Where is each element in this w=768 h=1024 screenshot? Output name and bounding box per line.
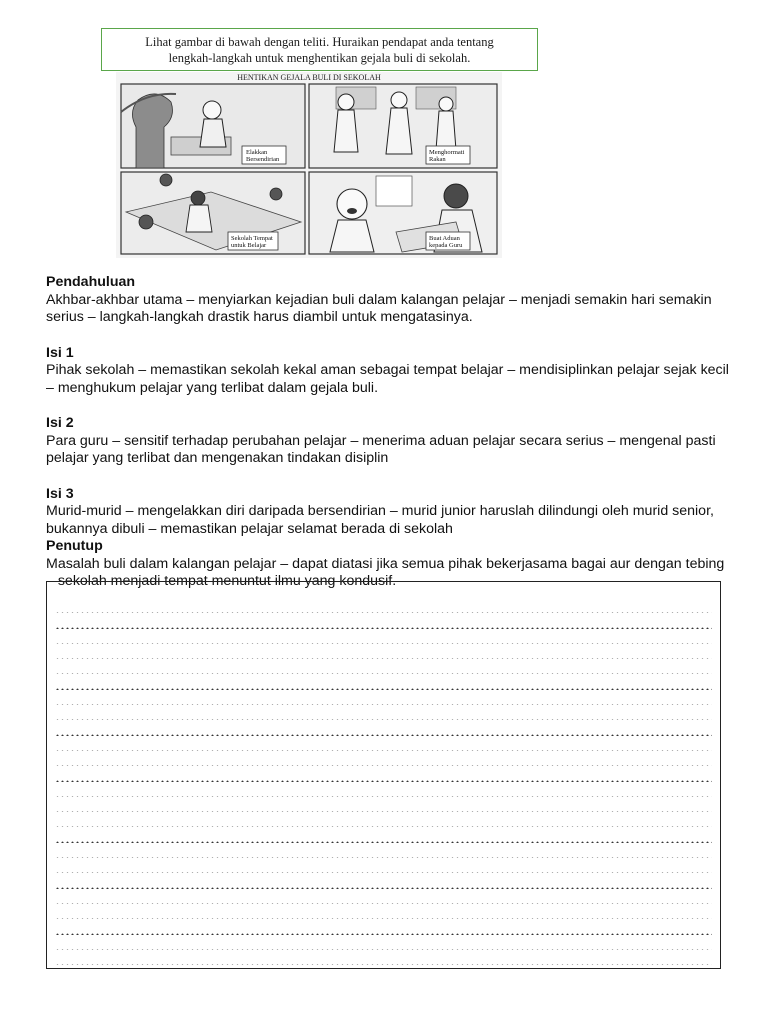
- panel-1-caption-line-1: Elakkan: [246, 149, 268, 156]
- comic-title: HENTIKAN GEJALA BULI DI SEKOLAH: [237, 73, 381, 82]
- section-isi-3: [46, 486, 736, 539]
- section-pendahuluan: [46, 274, 736, 327]
- spacer: [46, 468, 736, 486]
- instruction-line-1: Lihat gambar di bawah dengan teliti. Huraikan pendapat anda tentang: [145, 35, 494, 49]
- instruction-box: [101, 28, 538, 71]
- panel-2-caption-line-1: Menghormati: [429, 149, 465, 156]
- panel-1-caption-line-2: Bersendirian: [246, 156, 280, 163]
- section-heading: Isi 1: [46, 344, 74, 361]
- section-text: Murid-murid – mengelakkan diri daripada bersendirian – murid junior haruslah dilindungi oleh murid senior, bukannya dibuli – memastikan pelajar selamat berada di sekolah: [46, 503, 714, 537]
- section-text: Para guru – sensitif terhadap perubahan pelajar – menerima aduan pelajar secara serius – mengenal pasti pelajar yang terlibat dan mengenakan tindakan disiplin: [46, 432, 716, 466]
- panel-4-caption-line-2: kepada Guru: [429, 242, 463, 249]
- comic-svg: [116, 72, 502, 258]
- panel-4-caption-line-1: Buat Aduan: [429, 235, 460, 242]
- spacer: [46, 327, 736, 345]
- spacer: [46, 397, 736, 415]
- panel-3-caption-line-2: untuk Belajar: [231, 242, 267, 249]
- section-heading: Isi 3: [46, 485, 74, 502]
- dotted-answer-line: [55, 659, 712, 674]
- answer-writing-box[interactable]: [46, 581, 721, 969]
- dotted-answer-line: [55, 950, 712, 965]
- dotted-answer-line: [55, 797, 712, 812]
- comic-panel-4: [309, 172, 497, 254]
- section-heading: Penutup: [46, 538, 103, 554]
- dotted-answer-line: [55, 629, 712, 644]
- dotted-answer-line: [55, 705, 712, 720]
- comic-illustration: [116, 72, 502, 258]
- dotted-answer-line: [55, 720, 712, 735]
- dotted-answer-line: [55, 766, 712, 781]
- essay-notes: [46, 274, 736, 591]
- section-heading: Pendahuluan: [46, 274, 136, 290]
- dotted-answer-line: [55, 889, 712, 904]
- dotted-answer-line: [55, 873, 712, 888]
- dotted-answer-line: [55, 919, 712, 934]
- section-text: Pihak sekolah – memastikan sekolah kekal aman sebagai tempat belajar – mendisiplinkan pelajar sejak kecil – menghukum pelajar yang terlibat dalam gejala buli.: [46, 362, 729, 396]
- section-isi-1: [46, 345, 736, 398]
- dotted-answer-line: [55, 782, 712, 797]
- dotted-answer-line: [55, 613, 712, 628]
- comic-panel-1: [121, 84, 305, 168]
- dotted-answer-line: [55, 935, 712, 950]
- instruction-line-2: lengkah-langkah untuk menghentikan gejala buli di sekolah.: [168, 51, 471, 65]
- comic-panel-3: [121, 172, 305, 254]
- section-isi-2: [46, 415, 736, 468]
- dotted-answer-line: [55, 598, 712, 613]
- dotted-answer-line: [55, 904, 712, 919]
- section-text: Akhbar-akhbar utama – menyiarkan kejadian buli dalam kalangan pelajar – menjadi semakin hari semakin serius – langkah-langkah drastik harus diambil untuk mengatasinya.: [46, 291, 712, 325]
- dotted-answer-line: [55, 644, 712, 659]
- dotted-answer-line: [55, 827, 712, 842]
- dotted-answer-line: [55, 736, 712, 751]
- section-text: Masalah buli dalam kalangan pelajar – dapat diatasi jika semua pihak bekerjasama bagai aur dengan tebing – sekolah menjadi tempat menuntut ilmu yang kondusif.: [46, 555, 725, 589]
- comic-panel-2: [309, 84, 497, 168]
- section-heading: Isi 2: [46, 415, 74, 431]
- panel-3-caption-line-1: Sekolah Tempat: [231, 235, 273, 242]
- panel-2-caption-line-2: Rakan: [429, 156, 446, 163]
- dotted-answer-line: [55, 812, 712, 827]
- dotted-answer-line: [55, 674, 712, 689]
- dotted-answer-line: [55, 858, 712, 873]
- dotted-answer-line: [55, 751, 712, 766]
- dotted-answer-line: [55, 690, 712, 705]
- dotted-answer-line: [55, 843, 712, 858]
